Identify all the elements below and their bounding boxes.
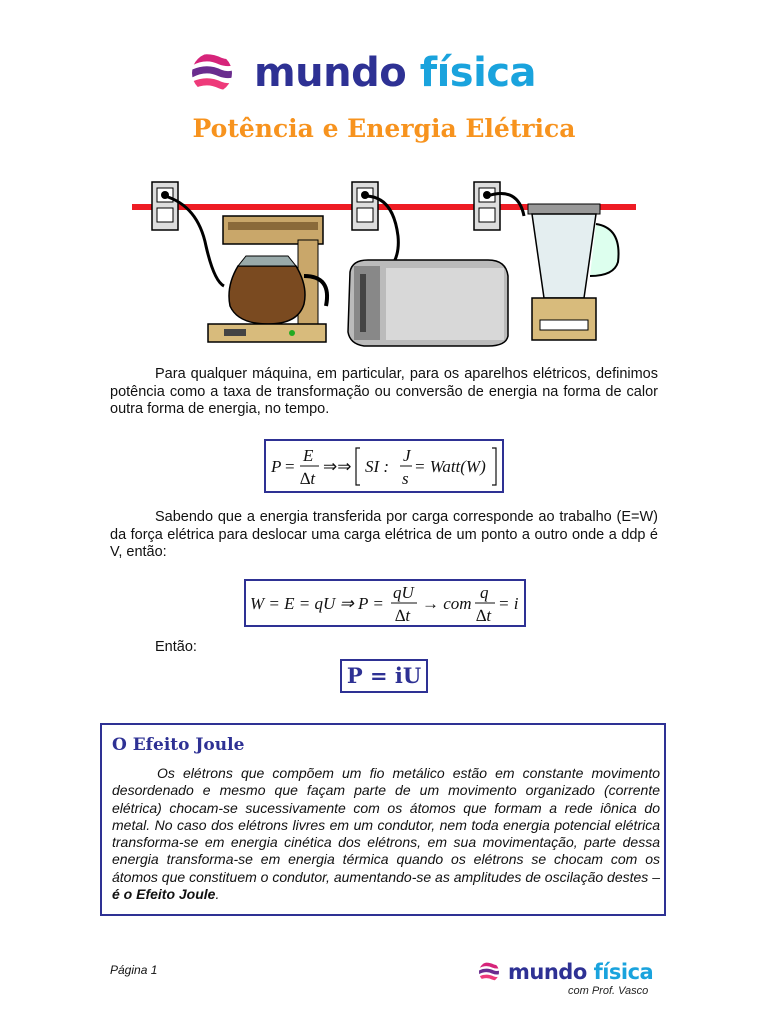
- formula-power-work: [244, 579, 526, 627]
- formula2-lhs: W = E = qU ⇒ P =: [250, 594, 384, 613]
- footer-logo: [478, 960, 653, 984]
- formula2-num1: qU: [393, 583, 414, 602]
- formula-p-equals-iu: P = iU: [340, 659, 428, 693]
- formula1-P: P: [271, 457, 282, 476]
- appliances-on-power-line-illustration: [128, 176, 640, 356]
- striped-sphere-logo-icon: [190, 51, 234, 95]
- formula1-arrow: ⇒⇒: [323, 457, 352, 476]
- label-entao: Então:: [155, 639, 197, 655]
- formula1-den: ∆t: [300, 469, 316, 488]
- footer-logo-word-fisica: física: [593, 960, 654, 984]
- paragraph-definition: Para qualquer máquina, em particular, para os aparelhos elétricos, definimos potência como a taxa de transformação ou conversão de energia na forma de calor outra forma de energia, no tempo.: [110, 366, 658, 417]
- paragraph-work: Sabendo que a energia transferida por carga corresponde ao trabalho (E=W) da força elétrica para deslocar uma carga elétrica de um ponto a outro onde a ddp é V, então:: [110, 509, 658, 560]
- formula2-den1: ∆t: [395, 606, 411, 625]
- footer-logo-wordmark: [508, 960, 653, 984]
- formula-power-definition: [264, 439, 504, 493]
- logo-word-mundo: mundo: [254, 50, 407, 96]
- formula1-num: E: [303, 446, 314, 465]
- formula1-J: J: [403, 446, 411, 465]
- formula2-mid: → com: [422, 594, 472, 613]
- header-logo: [190, 50, 536, 96]
- formula1-si: SI :: [365, 457, 390, 476]
- efeito-joule-box: [100, 723, 666, 916]
- striped-sphere-logo-icon: [478, 961, 500, 983]
- wall-outlet-icon: [152, 182, 178, 230]
- efeito-joule-text: Os elétrons que compõem um fio metálico estão em constante movimento desordenado e mesmo que façam parte de um movimento organizado (corrente elétrica) chocam-se sucessivamente com os átomos que formam a rede iônica do metal. No caso dos elétrons livres em um condutor, nem toda energia potencial elétrica transforma-se em energia cinética dos elétrons, em sua movimentação, parte dessa energia transforma-se em energia térmica quando os elétrons se chocam com os átomos que constituem o condutor, aumentando-se as amplitudes de oscilação destes – é o Efeito Joule.: [112, 765, 660, 903]
- efeito-joule-title: O Efeito Joule: [112, 735, 245, 755]
- formula1-eq: =: [285, 457, 295, 476]
- wall-outlet-icon: [474, 182, 500, 230]
- formula1-s: s: [402, 469, 409, 488]
- efeito-joule-emphasis: é o Efeito Joule: [112, 886, 216, 903]
- footer-subtitle: com Prof. Vasco: [568, 985, 649, 997]
- wall-outlet-icon: [352, 182, 378, 230]
- logo-word-fisica: física: [419, 50, 537, 96]
- formula1-watt: = Watt(W): [414, 457, 486, 476]
- logo-wordmark: [254, 50, 536, 96]
- blender-icon: [528, 204, 619, 340]
- formula2-rhs: = i: [498, 594, 519, 613]
- page-title: Potência e Energia Elétrica: [192, 114, 576, 143]
- toaster-icon: [348, 260, 508, 346]
- coffee-maker-icon: [208, 216, 327, 342]
- formula2-num2: q: [480, 583, 489, 602]
- page-number: Página 1: [110, 963, 158, 977]
- formula2-den2: ∆t: [476, 606, 492, 625]
- footer-logo-word-mundo: mundo: [508, 960, 587, 984]
